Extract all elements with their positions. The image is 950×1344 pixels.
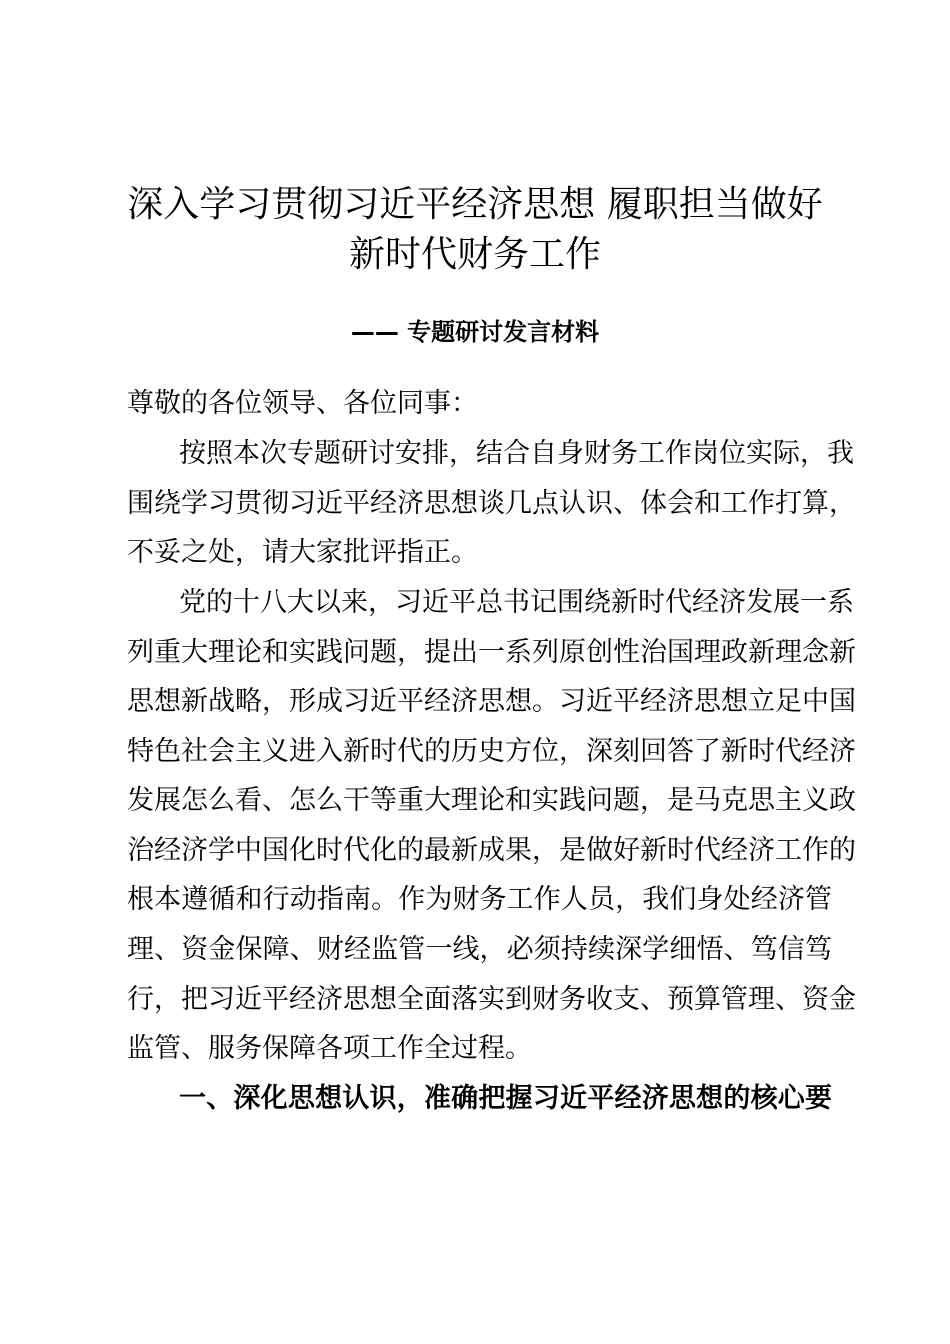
paragraph-line: 行，把习近平经济思想全面落实到财务收支、预算管理、资金 [127, 984, 856, 1015]
paragraph-line: 根本遵循和行动指南。作为财务工作人员，我们身处经济管 [127, 884, 832, 915]
document-title-line-2: 新时代财务工作 [348, 234, 601, 275]
document-subtitle: —— 专题研讨发言材料 [350, 318, 600, 346]
paragraph-line: 思想新战略，形成习近平经济思想。习近平经济思想立足中国 [127, 686, 856, 717]
paragraph-line: 特色社会主义进入新时代的历史方位，深刻回答了新时代经济 [127, 736, 856, 767]
paragraph-line: 不妥之处，请大家批评指正。 [127, 537, 478, 568]
paragraph-line: 围绕学习贯彻习近平经济思想谈几点认识、体会和工作打算， [127, 488, 856, 519]
paragraph-line: 列重大理论和实践问题，提出一系列原创性治国理政新理念新 [127, 637, 856, 668]
paragraph-line: 监管、服务保障各项工作全过程。 [127, 1033, 532, 1064]
paragraph-line: 理、资金保障、财经监管一线，必须持续深学细悟、笃信笃 [127, 934, 832, 965]
salutation: 尊敬的各位领导、各位同事： [127, 388, 478, 419]
paragraph-line: 发展怎么看、怎么干等重大理论和实践问题，是马克思主义政 [127, 785, 856, 816]
paragraph-line: 党的十八大以来，习近平总书记围绕新时代经济发展一系 [179, 587, 854, 618]
document-title-line-1: 深入学习贯彻习近平经济思想 履职担当做好 [127, 184, 823, 225]
section-1-heading: 一、深化思想认识，准确把握习近平经济思想的核心要 [179, 1083, 832, 1114]
paragraph-line: 按照本次专题研讨安排，结合自身财务工作岗位实际，我 [179, 438, 854, 469]
paragraph-line: 治经济学中国化时代化的最新成果，是做好新时代经济工作的 [127, 835, 856, 866]
